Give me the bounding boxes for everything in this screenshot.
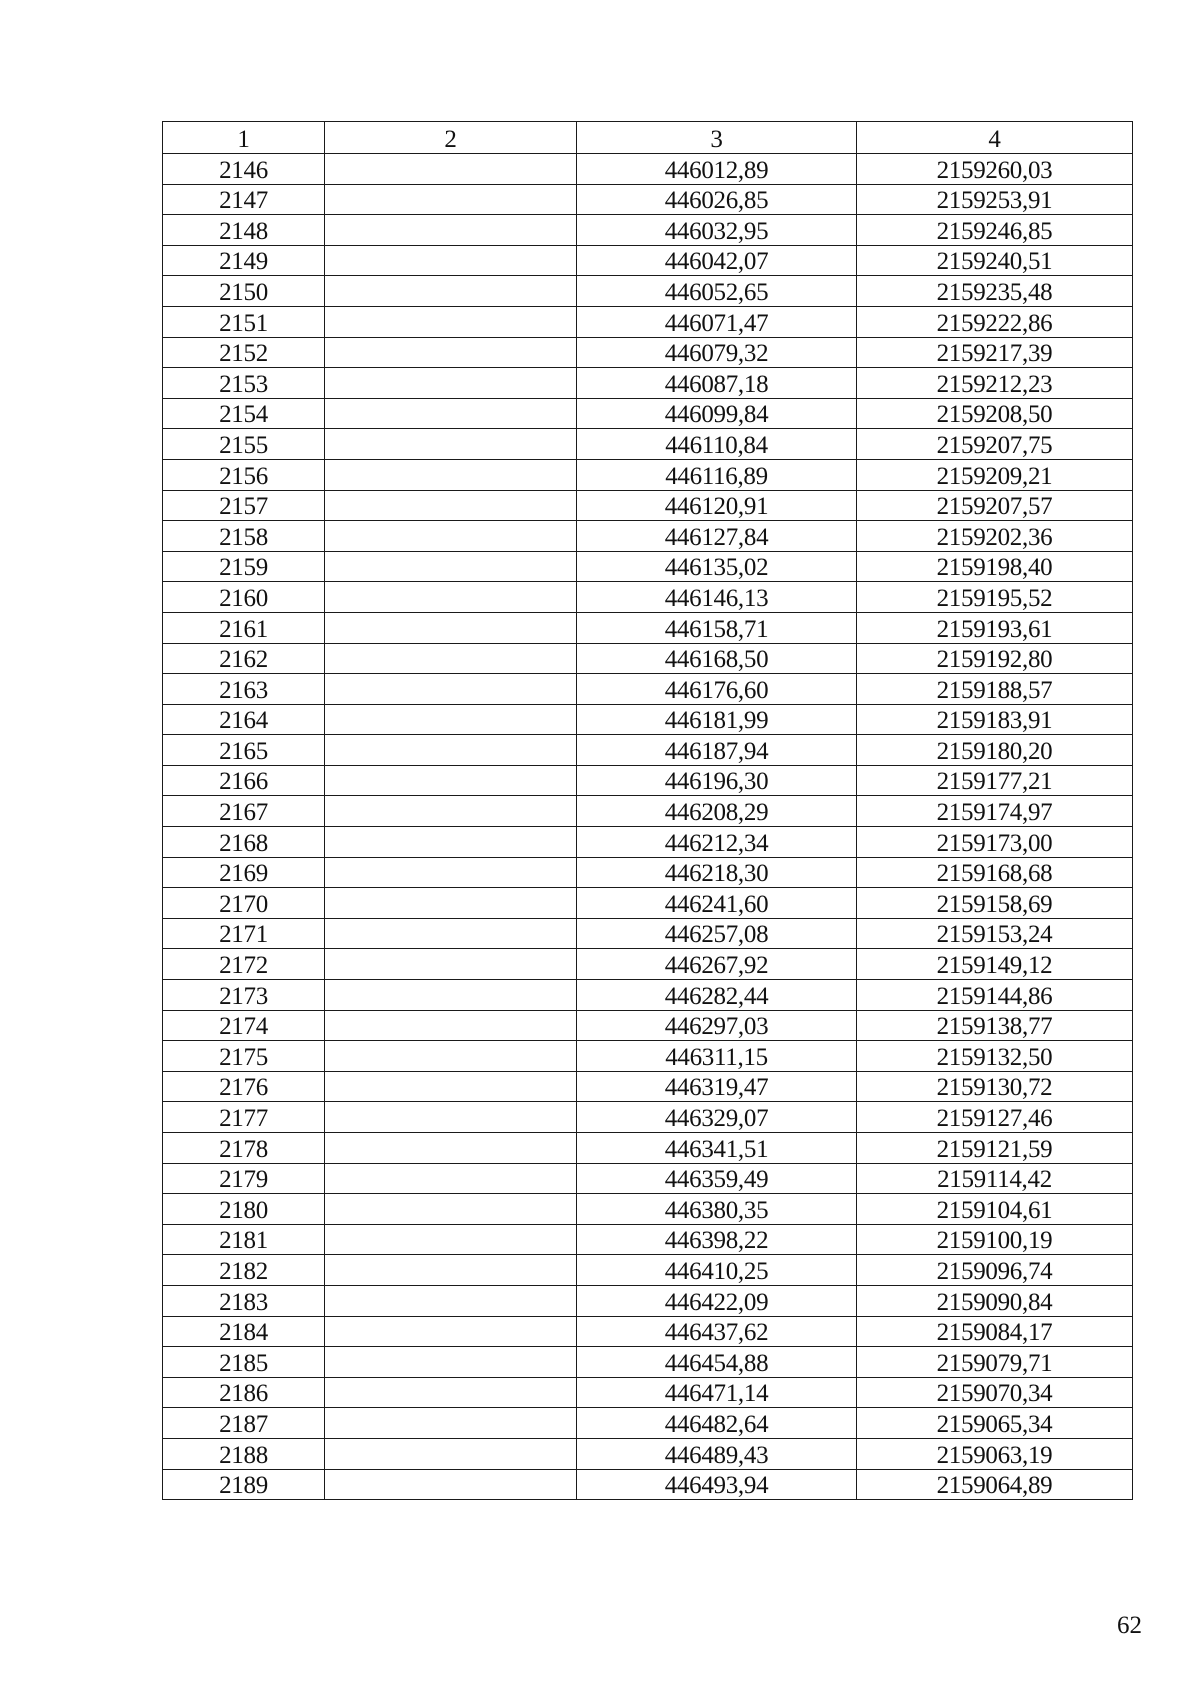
- y-coordinate-cell: 2159127,46: [857, 1102, 1133, 1133]
- table-row: [163, 245, 1133, 276]
- table-row: [163, 1255, 1133, 1286]
- x-coordinate-cell: 446212,34: [577, 827, 857, 858]
- point-number-cell: 2180: [163, 1194, 325, 1225]
- description-cell: [325, 735, 577, 766]
- point-number-cell: 2152: [163, 337, 325, 368]
- x-coordinate-cell: 446297,03: [577, 1010, 857, 1041]
- table-row: [163, 276, 1133, 307]
- description-cell: [325, 888, 577, 919]
- description-cell: [325, 459, 577, 490]
- y-coordinate-cell: 2159173,00: [857, 827, 1133, 858]
- table-row: [163, 429, 1133, 460]
- table-row: [163, 765, 1133, 796]
- y-coordinate-cell: 2159188,57: [857, 674, 1133, 705]
- description-cell: [325, 1041, 577, 1072]
- y-coordinate-cell: 2159158,69: [857, 888, 1133, 919]
- point-number-cell: 2148: [163, 215, 325, 246]
- description-cell: [325, 980, 577, 1011]
- table-row: [163, 521, 1133, 552]
- description-cell: [325, 1255, 577, 1286]
- description-cell: [325, 918, 577, 949]
- x-coordinate-cell: 446319,47: [577, 1071, 857, 1102]
- y-coordinate-cell: 2159114,42: [857, 1163, 1133, 1194]
- x-coordinate-cell: 446359,49: [577, 1163, 857, 1194]
- table-row: [163, 1438, 1133, 1469]
- table-row: [163, 1163, 1133, 1194]
- point-number-cell: 2186: [163, 1377, 325, 1408]
- description-cell: [325, 215, 577, 246]
- y-coordinate-cell: 2159198,40: [857, 551, 1133, 582]
- point-number-cell: 2177: [163, 1102, 325, 1133]
- description-cell: [325, 827, 577, 858]
- x-coordinate-cell: 446087,18: [577, 368, 857, 399]
- point-number-cell: 2175: [163, 1041, 325, 1072]
- x-coordinate-cell: 446493,94: [577, 1469, 857, 1500]
- point-number-cell: 2157: [163, 490, 325, 521]
- y-coordinate-cell: 2159168,68: [857, 857, 1133, 888]
- table-row: [163, 674, 1133, 705]
- description-cell: [325, 521, 577, 552]
- description-cell: [325, 765, 577, 796]
- point-number-cell: 2189: [163, 1469, 325, 1500]
- description-cell: [325, 1224, 577, 1255]
- x-coordinate-cell: 446026,85: [577, 184, 857, 215]
- description-cell: [325, 306, 577, 337]
- description-cell: [325, 1438, 577, 1469]
- point-number-cell: 2164: [163, 704, 325, 735]
- description-cell: [325, 643, 577, 674]
- description-cell: [325, 1347, 577, 1378]
- x-coordinate-cell: 446196,30: [577, 765, 857, 796]
- point-number-cell: 2146: [163, 154, 325, 185]
- x-coordinate-cell: 446127,84: [577, 521, 857, 552]
- point-number-cell: 2178: [163, 1133, 325, 1164]
- point-number-cell: 2181: [163, 1224, 325, 1255]
- y-coordinate-cell: 2159153,24: [857, 918, 1133, 949]
- x-coordinate-cell: 446208,29: [577, 796, 857, 827]
- y-coordinate-cell: 2159180,20: [857, 735, 1133, 766]
- table-row: [163, 368, 1133, 399]
- y-coordinate-cell: 2159144,86: [857, 980, 1133, 1011]
- table-row: [163, 306, 1133, 337]
- point-number-cell: 2147: [163, 184, 325, 215]
- point-number-cell: 2185: [163, 1347, 325, 1378]
- description-cell: [325, 1408, 577, 1439]
- table-row: [163, 643, 1133, 674]
- description-cell: [325, 490, 577, 521]
- description-cell: [325, 337, 577, 368]
- table-header-row: [163, 122, 1133, 154]
- point-number-cell: 2170: [163, 888, 325, 919]
- x-coordinate-cell: 446176,60: [577, 674, 857, 705]
- point-number-cell: 2174: [163, 1010, 325, 1041]
- x-coordinate-cell: 446032,95: [577, 215, 857, 246]
- x-coordinate-cell: 446241,60: [577, 888, 857, 919]
- description-cell: [325, 154, 577, 185]
- description-cell: [325, 612, 577, 643]
- description-cell: [325, 1133, 577, 1164]
- point-number-cell: 2168: [163, 827, 325, 858]
- point-number-cell: 2169: [163, 857, 325, 888]
- x-coordinate-cell: 446071,47: [577, 306, 857, 337]
- description-cell: [325, 857, 577, 888]
- point-number-cell: 2188: [163, 1438, 325, 1469]
- x-coordinate-cell: 446410,25: [577, 1255, 857, 1286]
- description-cell: [325, 429, 577, 460]
- table-row: [163, 1010, 1133, 1041]
- x-coordinate-cell: 446110,84: [577, 429, 857, 460]
- y-coordinate-cell: 2159132,50: [857, 1041, 1133, 1072]
- y-coordinate-cell: 2159090,84: [857, 1285, 1133, 1316]
- x-coordinate-cell: 446116,89: [577, 459, 857, 490]
- description-cell: [325, 368, 577, 399]
- x-coordinate-cell: 446341,51: [577, 1133, 857, 1164]
- x-coordinate-cell: 446099,84: [577, 398, 857, 429]
- x-coordinate-cell: 446168,50: [577, 643, 857, 674]
- point-number-cell: 2167: [163, 796, 325, 827]
- description-cell: [325, 704, 577, 735]
- y-coordinate-cell: 2159240,51: [857, 245, 1133, 276]
- point-number-cell: 2179: [163, 1163, 325, 1194]
- y-coordinate-cell: 2159121,59: [857, 1133, 1133, 1164]
- point-number-cell: 2184: [163, 1316, 325, 1347]
- point-number-cell: 2172: [163, 949, 325, 980]
- table-row: [163, 857, 1133, 888]
- y-coordinate-cell: 2159084,17: [857, 1316, 1133, 1347]
- table-row: [163, 735, 1133, 766]
- column-header-1: 1: [163, 122, 325, 154]
- description-cell: [325, 1377, 577, 1408]
- point-number-cell: 2162: [163, 643, 325, 674]
- table-row: [163, 1071, 1133, 1102]
- y-coordinate-cell: 2159222,86: [857, 306, 1133, 337]
- y-coordinate-cell: 2159096,74: [857, 1255, 1133, 1286]
- table-row: [163, 1224, 1133, 1255]
- y-coordinate-cell: 2159138,77: [857, 1010, 1133, 1041]
- point-number-cell: 2187: [163, 1408, 325, 1439]
- y-coordinate-cell: 2159235,48: [857, 276, 1133, 307]
- point-number-cell: 2151: [163, 306, 325, 337]
- table-row: [163, 215, 1133, 246]
- table-row: [163, 1347, 1133, 1378]
- point-number-cell: 2166: [163, 765, 325, 796]
- x-coordinate-cell: 446380,35: [577, 1194, 857, 1225]
- y-coordinate-cell: 2159207,57: [857, 490, 1133, 521]
- y-coordinate-cell: 2159130,72: [857, 1071, 1133, 1102]
- table-row: [163, 612, 1133, 643]
- description-cell: [325, 276, 577, 307]
- y-coordinate-cell: 2159183,91: [857, 704, 1133, 735]
- description-cell: [325, 1469, 577, 1500]
- table-row: [163, 490, 1133, 521]
- table-row: [163, 796, 1133, 827]
- table-row: [163, 1469, 1133, 1500]
- y-coordinate-cell: 2159253,91: [857, 184, 1133, 215]
- table-row: [163, 337, 1133, 368]
- table-row: [163, 704, 1133, 735]
- table-row: [163, 398, 1133, 429]
- x-coordinate-cell: 446218,30: [577, 857, 857, 888]
- table-row: [163, 551, 1133, 582]
- y-coordinate-cell: 2159149,12: [857, 949, 1133, 980]
- description-cell: [325, 1194, 577, 1225]
- y-coordinate-cell: 2159246,85: [857, 215, 1133, 246]
- coordinates-table: [162, 121, 1133, 1500]
- page-number: 62: [1117, 1612, 1142, 1639]
- x-coordinate-cell: 446079,32: [577, 337, 857, 368]
- description-cell: [325, 1316, 577, 1347]
- description-cell: [325, 398, 577, 429]
- y-coordinate-cell: 2159174,97: [857, 796, 1133, 827]
- x-coordinate-cell: 446120,91: [577, 490, 857, 521]
- y-coordinate-cell: 2159202,36: [857, 521, 1133, 552]
- table-row: [163, 888, 1133, 919]
- point-number-cell: 2150: [163, 276, 325, 307]
- x-coordinate-cell: 446398,22: [577, 1224, 857, 1255]
- x-coordinate-cell: 446158,71: [577, 612, 857, 643]
- y-coordinate-cell: 2159260,03: [857, 154, 1133, 185]
- point-number-cell: 2154: [163, 398, 325, 429]
- table-row: [163, 582, 1133, 613]
- point-number-cell: 2176: [163, 1071, 325, 1102]
- x-coordinate-cell: 446329,07: [577, 1102, 857, 1133]
- description-cell: [325, 184, 577, 215]
- description-cell: [325, 1102, 577, 1133]
- table-row: [163, 154, 1133, 185]
- table-row: [163, 459, 1133, 490]
- y-coordinate-cell: 2159100,19: [857, 1224, 1133, 1255]
- table-row: [163, 1041, 1133, 1072]
- x-coordinate-cell: 446489,43: [577, 1438, 857, 1469]
- x-coordinate-cell: 446187,94: [577, 735, 857, 766]
- point-number-cell: 2182: [163, 1255, 325, 1286]
- point-number-cell: 2160: [163, 582, 325, 613]
- x-coordinate-cell: 446437,62: [577, 1316, 857, 1347]
- y-coordinate-cell: 2159212,23: [857, 368, 1133, 399]
- y-coordinate-cell: 2159070,34: [857, 1377, 1133, 1408]
- x-coordinate-cell: 446146,13: [577, 582, 857, 613]
- y-coordinate-cell: 2159063,19: [857, 1438, 1133, 1469]
- description-cell: [325, 245, 577, 276]
- x-coordinate-cell: 446052,65: [577, 276, 857, 307]
- y-coordinate-cell: 2159177,21: [857, 765, 1133, 796]
- description-cell: [325, 796, 577, 827]
- y-coordinate-cell: 2159217,39: [857, 337, 1133, 368]
- x-coordinate-cell: 446282,44: [577, 980, 857, 1011]
- point-number-cell: 2183: [163, 1285, 325, 1316]
- point-number-cell: 2163: [163, 674, 325, 705]
- table-body: [163, 154, 1133, 1500]
- column-header-2: 2: [325, 122, 577, 154]
- table-row: [163, 827, 1133, 858]
- description-cell: [325, 1010, 577, 1041]
- table-row: [163, 1285, 1133, 1316]
- table-row: [163, 1133, 1133, 1164]
- table-row: [163, 184, 1133, 215]
- table-row: [163, 1194, 1133, 1225]
- description-cell: [325, 551, 577, 582]
- point-number-cell: 2165: [163, 735, 325, 766]
- description-cell: [325, 1163, 577, 1194]
- description-cell: [325, 1285, 577, 1316]
- x-coordinate-cell: 446257,08: [577, 918, 857, 949]
- table-row: [163, 1377, 1133, 1408]
- x-coordinate-cell: 446482,64: [577, 1408, 857, 1439]
- description-cell: [325, 582, 577, 613]
- y-coordinate-cell: 2159208,50: [857, 398, 1133, 429]
- column-header-4: 4: [857, 122, 1133, 154]
- point-number-cell: 2161: [163, 612, 325, 643]
- x-coordinate-cell: 446454,88: [577, 1347, 857, 1378]
- x-coordinate-cell: 446311,15: [577, 1041, 857, 1072]
- point-number-cell: 2155: [163, 429, 325, 460]
- x-coordinate-cell: 446012,89: [577, 154, 857, 185]
- x-coordinate-cell: 446267,92: [577, 949, 857, 980]
- description-cell: [325, 1071, 577, 1102]
- table-row: [163, 918, 1133, 949]
- y-coordinate-cell: 2159064,89: [857, 1469, 1133, 1500]
- x-coordinate-cell: 446471,14: [577, 1377, 857, 1408]
- x-coordinate-cell: 446422,09: [577, 1285, 857, 1316]
- y-coordinate-cell: 2159195,52: [857, 582, 1133, 613]
- table-row: [163, 1102, 1133, 1133]
- table-row: [163, 949, 1133, 980]
- point-number-cell: 2173: [163, 980, 325, 1011]
- point-number-cell: 2149: [163, 245, 325, 276]
- y-coordinate-cell: 2159209,21: [857, 459, 1133, 490]
- x-coordinate-cell: 446042,07: [577, 245, 857, 276]
- y-coordinate-cell: 2159079,71: [857, 1347, 1133, 1378]
- y-coordinate-cell: 2159065,34: [857, 1408, 1133, 1439]
- column-header-3: 3: [577, 122, 857, 154]
- y-coordinate-cell: 2159104,61: [857, 1194, 1133, 1225]
- point-number-cell: 2156: [163, 459, 325, 490]
- point-number-cell: 2158: [163, 521, 325, 552]
- y-coordinate-cell: 2159193,61: [857, 612, 1133, 643]
- point-number-cell: 2159: [163, 551, 325, 582]
- y-coordinate-cell: 2159192,80: [857, 643, 1133, 674]
- table-row: [163, 1316, 1133, 1347]
- description-cell: [325, 674, 577, 705]
- description-cell: [325, 949, 577, 980]
- x-coordinate-cell: 446135,02: [577, 551, 857, 582]
- table-row: [163, 980, 1133, 1011]
- y-coordinate-cell: 2159207,75: [857, 429, 1133, 460]
- point-number-cell: 2153: [163, 368, 325, 399]
- x-coordinate-cell: 446181,99: [577, 704, 857, 735]
- table-row: [163, 1408, 1133, 1439]
- point-number-cell: 2171: [163, 918, 325, 949]
